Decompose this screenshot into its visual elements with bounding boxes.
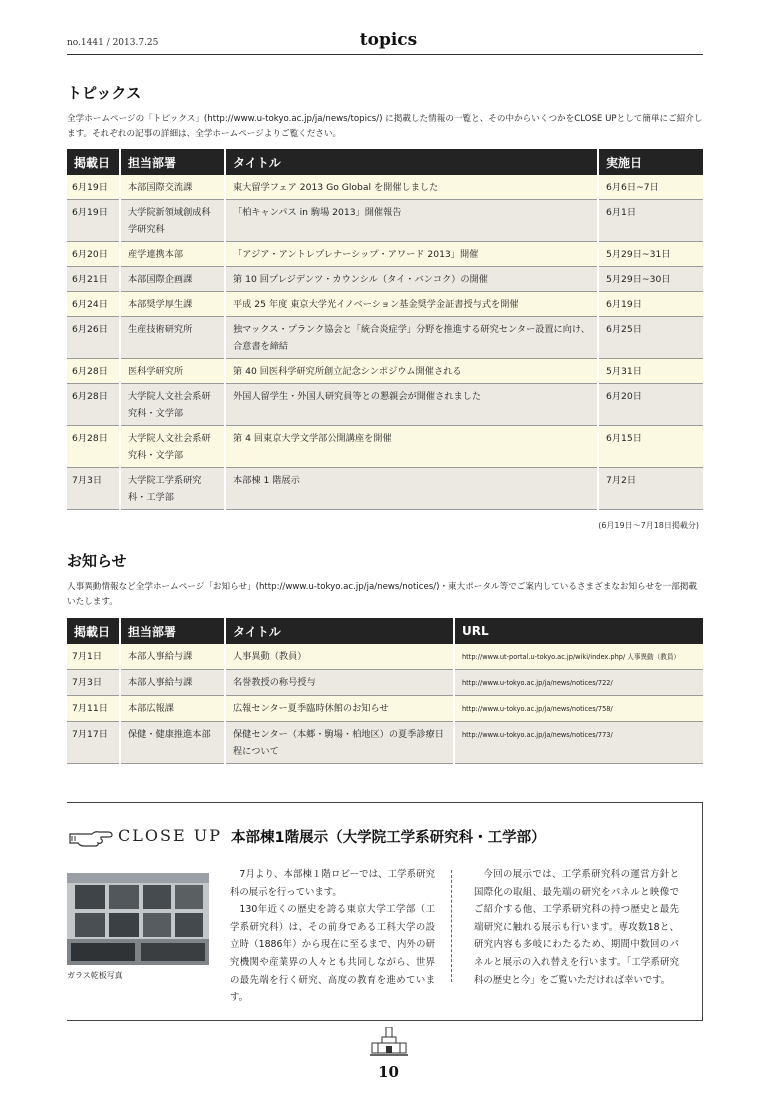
topics-heading: トピックス (67, 84, 142, 102)
cell-held: 6月25日 (598, 317, 703, 359)
cell-date: 6月19日 (67, 175, 120, 200)
page-number: 10 (378, 1063, 399, 1081)
notices-table (67, 618, 703, 764)
closeup-column-2 (474, 866, 679, 989)
cell-date: 6月21日 (67, 267, 120, 292)
exhibit-photo (67, 873, 209, 965)
cell-title: 広報センター夏季臨時休館のお知らせ (225, 696, 454, 722)
topics-period-note: (6月19日〜7月18日掲載分) (598, 521, 699, 530)
cell-dept: 本部奨学厚生課 (120, 292, 225, 317)
closeup-paragraph: 7月より、本部棟１階ロビーでは、工学系研究科の展示を行っています。 (230, 869, 435, 898)
cell-date: 7月1日 (67, 644, 120, 670)
col-header-held: 実施日 (598, 149, 703, 175)
cell-date: 6月19日 (67, 200, 120, 242)
cell-dept: 大学院人文社会系研究科・文学部 (120, 384, 225, 426)
cell-dept: 産学連携本部 (120, 242, 225, 267)
header-rule (67, 54, 703, 55)
cell-held: 7月2日 (598, 468, 703, 510)
notices-intro: 人事異動情報など全学ホームページ「お知らせ」(http://www.u-tokyo.ac.jp/ja/news/notices/)・東大ポータル等でご案内しているさまざまなお知らせを一部掲載いたします。 (67, 582, 698, 607)
closeup-title: 本部棟1階展示（大学院工学系研究科・工学部） (231, 830, 546, 846)
closeup-bottom-rule (67, 1020, 703, 1021)
table-row (67, 175, 703, 200)
cell-held: 5月29日~31日 (598, 242, 703, 267)
closeup-label: CLOSE UP (118, 826, 222, 845)
cell-date: 6月28日 (67, 359, 120, 384)
table-row (67, 267, 703, 292)
cell-date: 6月24日 (67, 292, 120, 317)
col-header-date: 掲載日 (67, 618, 120, 644)
table-row (67, 468, 703, 510)
cell-title: 外国人留学生・外国人研究員等との懇親会が開催されました (225, 384, 598, 426)
section-title: topics (359, 30, 418, 50)
cell-dept: 本部国際交流課 (120, 175, 225, 200)
table-row (67, 670, 703, 696)
cell-dept: 大学院人文社会系研究科・文学部 (120, 426, 225, 468)
table-row (67, 242, 703, 267)
column-divider (451, 870, 452, 982)
cell-held: 5月29日~30日 (598, 267, 703, 292)
cell-url: http://www.u-tokyo.ac.jp/ja/news/notices/773/ (454, 722, 703, 764)
table-row (67, 384, 703, 426)
cell-dept: 本部人事給与課 (120, 644, 225, 670)
col-header-title: タイトル (225, 149, 598, 175)
pointing-hand-icon (68, 826, 114, 852)
table-row (67, 644, 703, 670)
cell-title: 本部棟 1 階展示 (225, 468, 598, 510)
photo-caption: ガラス乾板写真 (67, 971, 123, 980)
cell-title: 第 10 回プレジデンツ・カウンシル（タイ・バンコク）の開催 (225, 267, 598, 292)
col-header-title: タイトル (225, 618, 454, 644)
col-header-dept: 担当部署 (120, 618, 225, 644)
closeup-paragraph: 今回の展示では、工学系研究科の運営方針と国際化の取組、最先端の研究をパネルと映像でご紹介する他、工学系研究科の持つ歴史と最先端研究に触れる展示も行います。専攻数18と、研究内容も多岐にわたるため、期間中数回のパネルと展示の入れ替えを行います。「工学系研究科の歴史と今」をご覧いただければ幸いです。 (474, 869, 679, 986)
cell-date: 6月26日 (67, 317, 120, 359)
cell-dept: 本部人事給与課 (120, 670, 225, 696)
col-header-dept: 担当部署 (120, 149, 225, 175)
cell-dept: 医科学研究所 (120, 359, 225, 384)
table-row (67, 292, 703, 317)
cell-title: 東大留学フェア 2013 Go Global を開催しました (225, 175, 598, 200)
cell-held: 6月15日 (598, 426, 703, 468)
yasuda-auditorium-logo-icon (370, 1027, 408, 1061)
cell-title: 平成 25 年度 東京大学光イノベーション基金奨学金証書授与式を開催 (225, 292, 598, 317)
cell-held: 6月6日~7日 (598, 175, 703, 200)
cell-date: 6月20日 (67, 242, 120, 267)
cell-title: 「アジア・アントレプレナーシップ・アワード 2013」開催 (225, 242, 598, 267)
cell-date: 7月3日 (67, 468, 120, 510)
table-row (67, 200, 703, 242)
notices-heading: お知らせ (67, 552, 127, 570)
cell-title: 保健センター（本郷・駒場・柏地区）の夏季診療日程について (225, 722, 454, 764)
cell-title: 「柏キャンパス in 駒場 2013」開催報告 (225, 200, 598, 242)
closeup-paragraph: 130年近くの歴史を誇る東京大学工学部（工学系研究科）は、その前身である工科大学の設立時（1886年）から現在に至るまで、内外の研究機関や産業界の人々とも共同しながら、世界の最先端を行く研究、高度の教育を進めています。 (230, 904, 435, 1004)
cell-date: 7月11日 (67, 696, 120, 722)
col-header-url: URL (454, 618, 703, 644)
cell-title: 第 40 回医科学研究所創立記念シンポジウム開催される (225, 359, 598, 384)
table-row (67, 696, 703, 722)
cell-url: http://www.u-tokyo.ac.jp/ja/news/notices/722/ (454, 670, 703, 696)
cell-title: 第 4 回東京大学文学部公開講座を開催 (225, 426, 598, 468)
cell-dept: 本部国際企画課 (120, 267, 225, 292)
cell-dept: 大学院工学系研究科・工学部 (120, 468, 225, 510)
cell-held: 6月19日 (598, 292, 703, 317)
table-row (67, 722, 703, 764)
cell-dept: 大学院新領域創成科学研究科 (120, 200, 225, 242)
cell-title: 人事異動（教員） (225, 644, 454, 670)
table-row (67, 426, 703, 468)
cell-title: 独マックス・プランク協会と「統合炎症学」分野を推進する研究センター設置に向け、合意書を締結 (225, 317, 598, 359)
cell-url: http://www.u-tokyo.ac.jp/ja/news/notices/758/ (454, 696, 703, 722)
table-row (67, 317, 703, 359)
closeup-column-1 (230, 866, 435, 1007)
issue-number: no.1441 / 2013.7.25 (67, 38, 159, 48)
cell-date: 7月17日 (67, 722, 120, 764)
cell-title: 名誉教授の称号授与 (225, 670, 454, 696)
topics-table (67, 149, 703, 510)
col-header-date: 掲載日 (67, 149, 120, 175)
topics-intro: 全学ホームページの「トピックス」(http://www.u-tokyo.ac.jp/ja/news/topics/) に掲載した情報の一覧と、その中からいくつかをCLOSE UPとして簡単にご紹介します。それぞれの記事の詳細は、全学ホームページよりご覧ください。 (67, 114, 703, 139)
cell-dept: 本部広報課 (120, 696, 225, 722)
cell-dept: 保健・健康推進本部 (120, 722, 225, 764)
cell-date: 6月28日 (67, 426, 120, 468)
cell-date: 7月3日 (67, 670, 120, 696)
cell-dept: 生産技術研究所 (120, 317, 225, 359)
table-row (67, 359, 703, 384)
cell-held: 5月31日 (598, 359, 703, 384)
cell-held: 6月1日 (598, 200, 703, 242)
cell-url: http://www.ut-portal.u-tokyo.ac.jp/wiki/index.php/ 人事異動（教員） (454, 644, 703, 670)
cell-date: 6月28日 (67, 384, 120, 426)
cell-held: 6月20日 (598, 384, 703, 426)
